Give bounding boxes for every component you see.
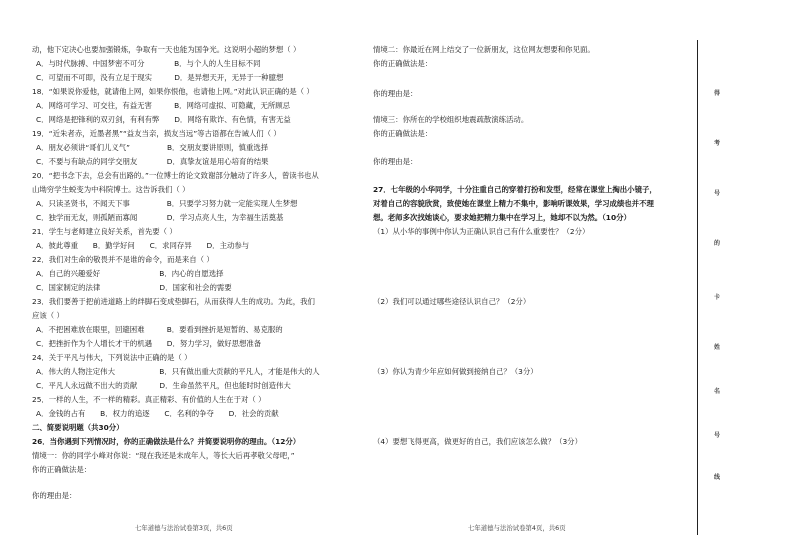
q20-options-ab: A．只读圣贤书，不闻天下事 B．只要学习努力就一定能实现人生梦想 [36,199,298,208]
section-two-heading: 二、简要说明题（共30分） [32,423,124,432]
q18-options-ab: A．网络可学习、可交往，有益无害 B．网络可虚拟、可隐藏，无所顾忌 [36,101,291,110]
q19-options-ab: A．朋友必须讲“哥们儿义气” B．交朋友要讲原则，慎重选择 [36,143,269,152]
q24-stem: 24．关于平凡与伟大，下列说法中正确的是（ ） [32,353,192,362]
q20-options-cd: C．独学而无友，则孤陋而寡闻 D．学习点亮人生，为幸福生活奠基 [36,213,284,222]
q24-options-ab: A．伟大的人物注定伟大 B．只有做出重大贡献的平凡人，才能是伟大的人 [36,367,320,376]
binding-line [697,40,698,535]
q22-options-ab: A．自己的兴趣爱好 B．内心的自愿选择 [36,269,224,278]
q26-stem: 26．当你遇到下列情况时，你的正确做法是什么？并简要说明你的理由。（12分） [32,437,301,446]
q20-stem-1: 20．“把书念下去，总会有出路的。”一位博士的论文致谢部分触动了许多人，曾读书也从 [32,171,319,180]
q26-correct-approach-label: 你的正确做法是： [32,465,92,474]
q27-stem-3: 想。老师多次找她谈心，要求她把精力集中在学习上，她却不以为然。（10分） [373,213,631,222]
binding-char: 考 [713,140,720,147]
binding-char: 线 [713,474,720,481]
binding-char: 号 [713,190,720,197]
binding-char: 得 [713,90,720,97]
q17-options-cd: C．可望而不可即，没有立足于现实 D．是异想天开，无异于一种臆想 [36,73,284,82]
q27-sub-1: （1）从小华的事例中你认为正确认识自己有什么重要性？（2分） [373,227,590,236]
q23-options-ab: A．不把困难放在眼里，回避困难 B．要看到挫折是短暂的、易克服的 [36,325,283,334]
q25-stem: 25．一样的人生，不一样的精彩。真正精彩、有价值的人生在于对（ ） [32,395,266,404]
q21-options: A．彼此尊重 B．勤学好问 C．求同存异 D．主动参与 [36,241,250,250]
q27-sub-4: （4）要想飞得更高，做更好的自己，我们应该怎么做？（3分） [373,437,582,446]
binding-char: 号 [713,432,720,439]
q26-scenario-1: 情境一：你的同学小峰对你说：“现在我还是未成年人，等长大后再孝敬父母吧，” [32,451,295,460]
q20-stem-2: 山坳穷学生蜕变为中科院博士。这告诉我们（ ） [32,185,190,194]
q23-stem-2: 应该（ ） [32,311,64,320]
q17-stem-line: 动，他下定决心也要加强锻炼，争取有一天也能为国争光。这说明小超的梦想（ ） [32,45,301,54]
q26-scenario-3-approach: 你的正确做法是： [373,129,433,138]
q27-stem-2: 对着自己的容貌欣赏，致使她在课堂上精力不集中，影响听课效果，学习成绩也并不理 [373,199,654,208]
binding-char: 姓 [713,344,720,351]
q22-stem: 22．我们对生命的敬畏并不是谁的命令，而是来自（ ） [32,255,214,264]
q19-options-cd: C．不要与有缺点的同学交朋友 D．真挚友谊是用心培育的结果 [36,157,269,166]
q23-options-cd: C．把挫折作为个人增长才干的机遇 D．努力学习，做好思想准备 [36,339,262,348]
q26-scenario-3: 情境三：你所在的学校组织地震疏散演练活动。 [373,115,529,124]
binding-char: 名 [713,388,720,395]
q27-sub-3: （3）你认为青少年应如何做到接纳自己？（3分） [373,367,538,376]
q26-scenario-3-reason: 你的理由是： [373,157,418,166]
q26-reason-label: 你的理由是： [32,491,77,500]
q27-stem-1: 27．七年级的小华同学，十分注重自己的穿着打扮和发型，经常在课堂上掏出小镜子， [373,185,657,194]
q26-scenario-2-approach: 你的正确做法是： [373,59,433,68]
q18-options-cd: C．网络是把锋利的双刃剑，有利有弊 D．网络有欺诈、有色情，有害无益 [36,115,291,124]
q18-stem: 18．“如果说你爱他，就请他上网，如果你恨他，也请他上网。”对此认识正确的是（ ） [32,87,314,96]
q22-options-cd: C．国家制定的法律 D．国家和社会的需要 [36,283,232,292]
binding-margin [700,40,734,535]
binding-char: 卡 [713,294,720,301]
q26-scenario-2: 情境二：你最近在网上结交了一位新朋友，这位网友想要和你见面。 [373,45,595,54]
q25-options: A．金钱的占有 B．权力的追逐 C．名利的争夺 D．社会的贡献 [36,409,279,418]
left-page-footer: 七年道德与法治试卷第3页，共6页 [135,524,233,532]
q23-stem-1: 23．我们要善于把前进道路上的绊脚石变成垫脚石，从而获得人生的成功。为此，我们 [32,297,315,306]
q19-stem: 19．“近朱者赤，近墨者黑”“益友当亲，损友当远”等古语都在告诫人们（ ） [32,129,281,138]
q21-stem: 21．学生与老师建立良好关系，首先要（ ） [32,227,177,236]
binding-char: 的 [713,240,720,247]
q26-scenario-2-reason: 你的理由是： [373,89,418,98]
q24-options-cd: C．平凡人永远做不出大的贡献 D．生命虽然平凡，但也能时时创造伟大 [36,381,291,390]
q27-sub-2: （2）我们可以通过哪些途径认识自己？（2分） [373,297,531,306]
q17-options-ab: A．与时代脉搏、中国梦密不可分 B．与个人的人生目标不同 [36,59,261,68]
right-page-footer: 七年道德与法治试卷第4页，共6页 [468,524,566,532]
